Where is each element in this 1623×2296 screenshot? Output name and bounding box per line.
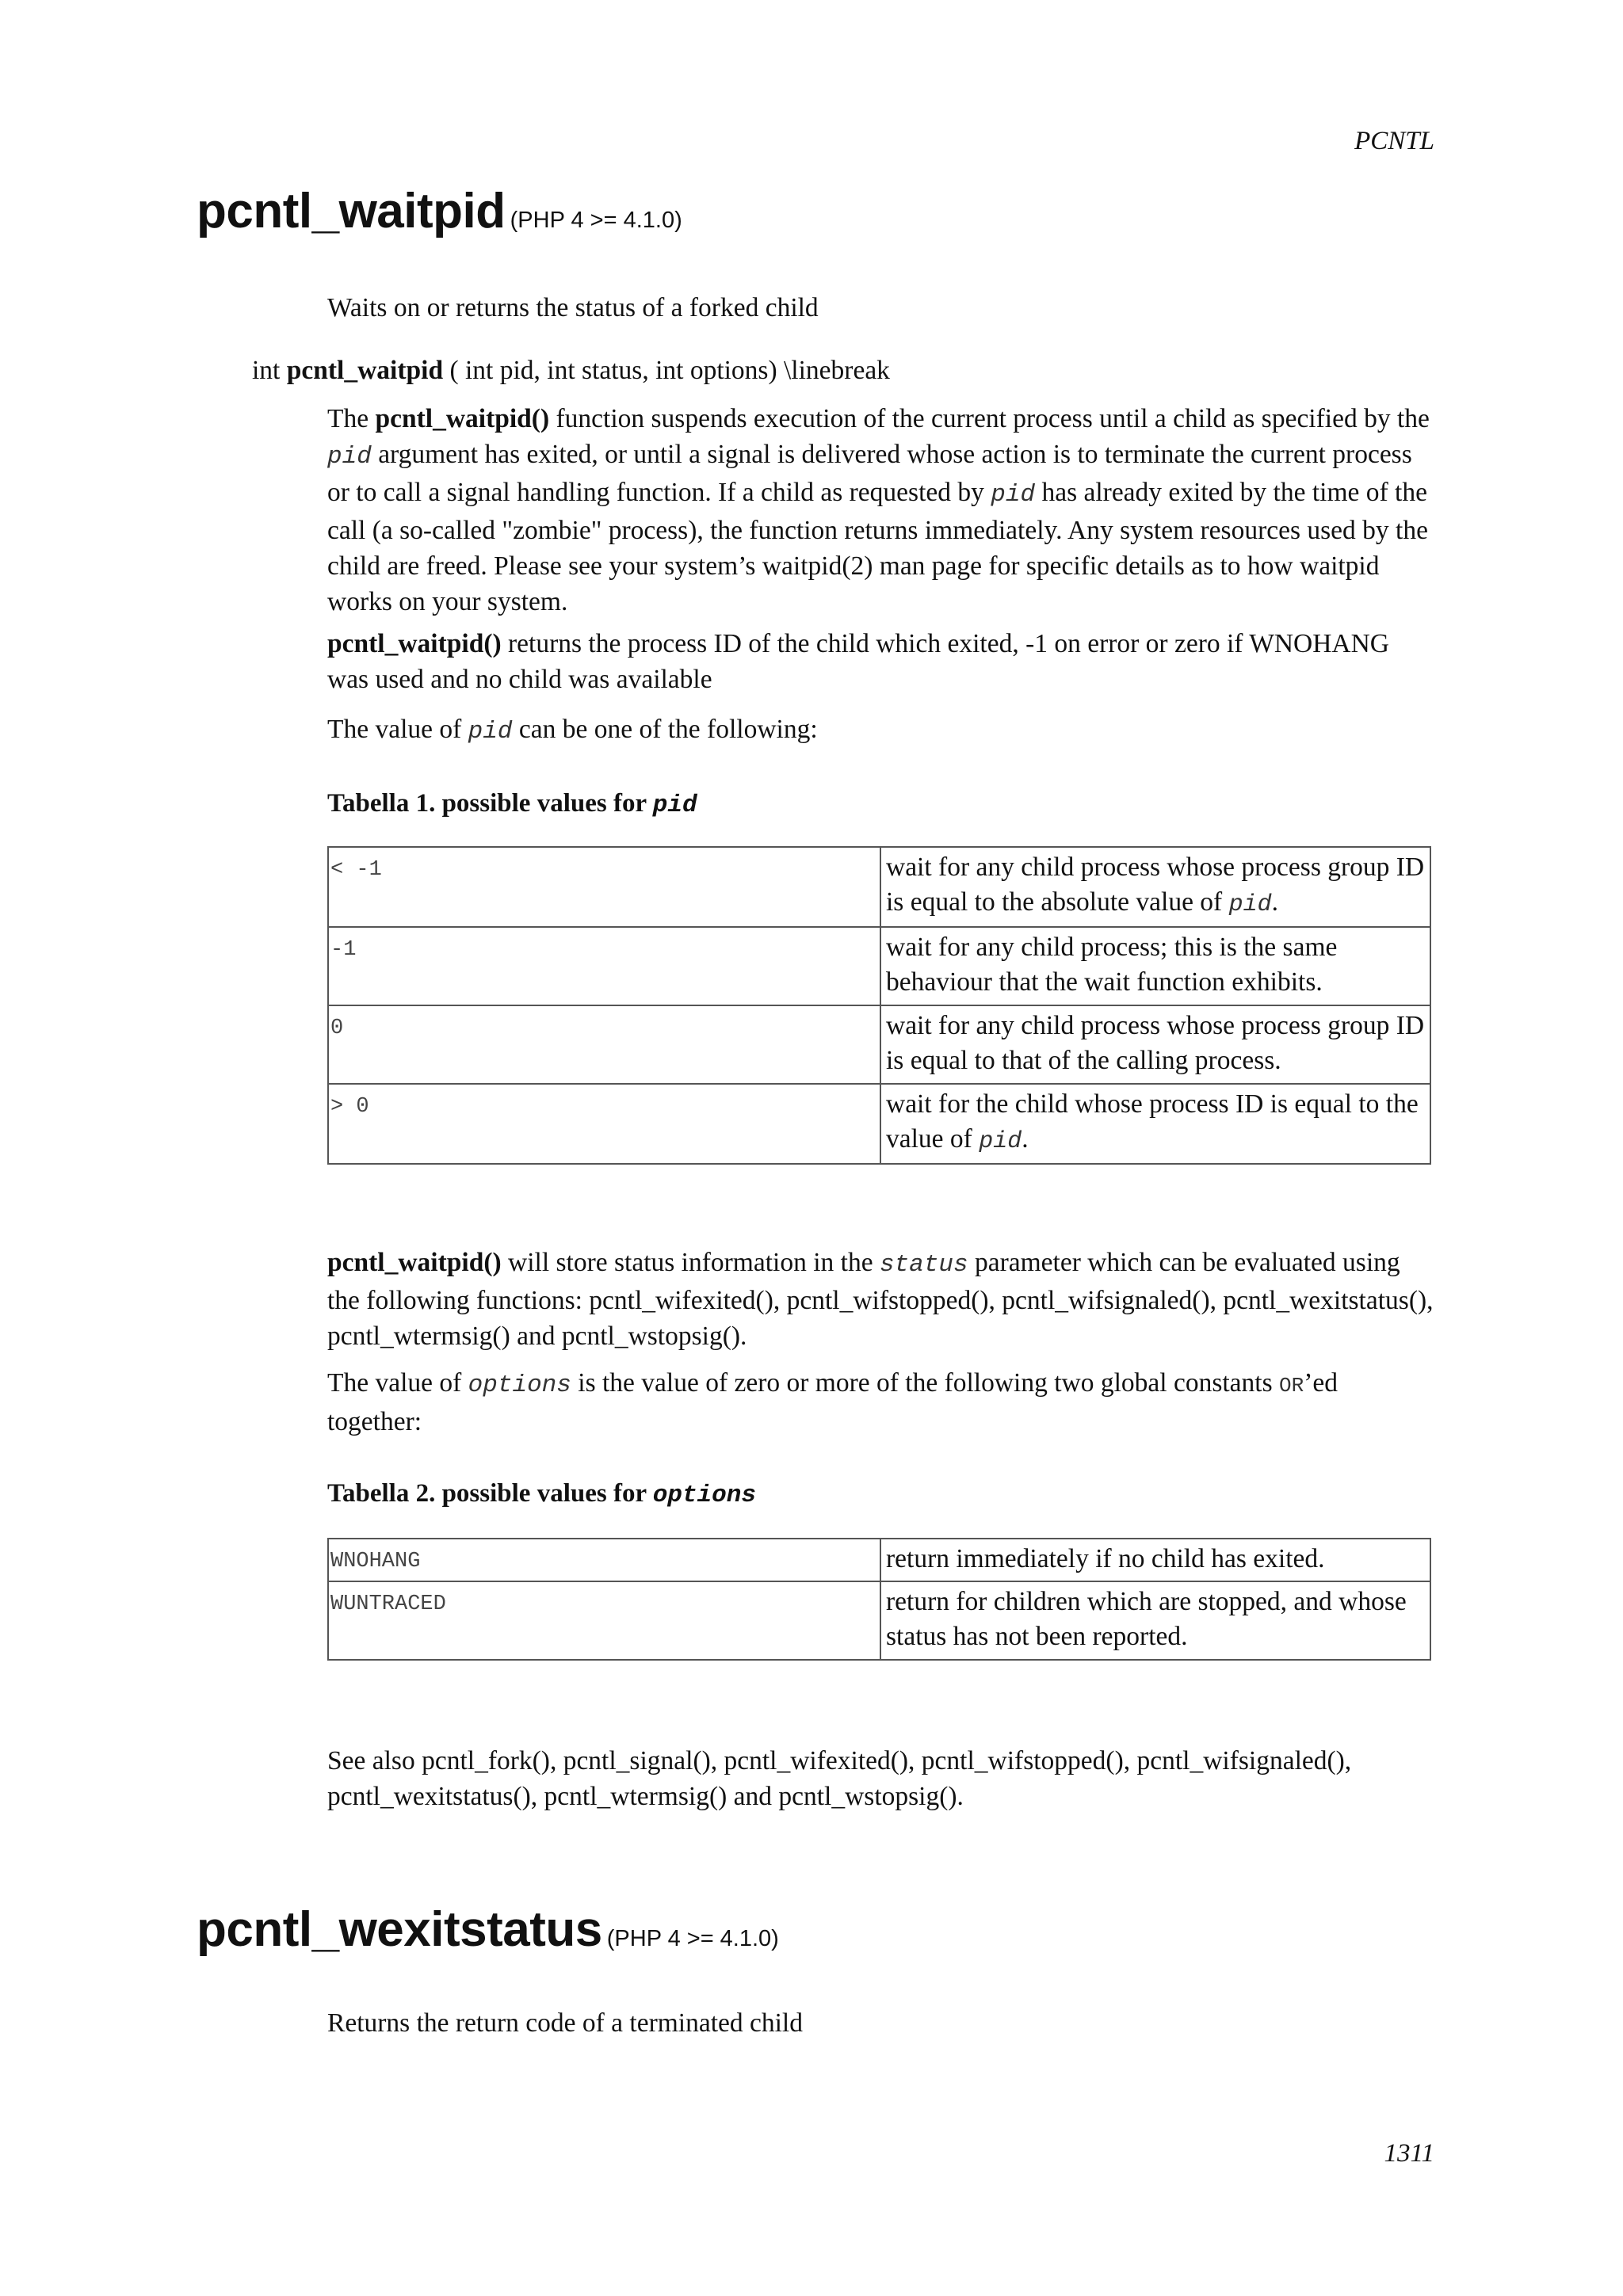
text: The value of <box>327 1368 462 1398</box>
option-description: return for children which are stopped, and whose status has not been reported. <box>880 1581 1430 1660</box>
parameter-ref: pid <box>1228 891 1272 918</box>
table-caption-pid <box>327 789 697 819</box>
parameter-ref: pid <box>991 481 1036 509</box>
status-paragraph <box>327 1245 1437 1354</box>
pid-values-table <box>327 846 1431 1165</box>
text: returns the process ID of the child which exited, -1 on error or zero if WNOHANG was used and no child was available <box>327 629 1389 694</box>
function-title-waitpid <box>197 184 682 238</box>
function-title-wexitstatus <box>197 1902 779 1957</box>
table-row <box>328 847 1430 927</box>
function-name: pcntl_wexitstatus <box>197 1902 602 1957</box>
running-header: PCNTL <box>1354 127 1434 155</box>
function-ref: pcntl_waitpid() <box>375 404 550 433</box>
constant-ref: OR <box>1279 1374 1304 1398</box>
text: has already exited by the time of the call (a so-called "zombie" process), the function returns immediately. Any system resources used by the child are freed. Please see your system’s waitpid(2) man page for specific details as to how waitpid works on your system. <box>327 478 1428 616</box>
pid-description: wait for any child process; this is the same behaviour that the wait function exhibits. <box>880 927 1430 1005</box>
pid-description <box>880 847 1430 927</box>
text: will store status information in the <box>508 1248 873 1277</box>
function-purpose: Waits on or returns the status of a forked child <box>327 293 819 322</box>
table-row <box>328 1581 1430 1660</box>
text: wait for any child process whose process group ID is equal to the absolute value of <box>886 852 1425 917</box>
pid-key: -1 <box>328 927 880 1005</box>
text: . <box>1271 887 1278 917</box>
option-description: return immediately if no child has exited. <box>880 1539 1430 1581</box>
options-paragraph <box>327 1365 1437 1440</box>
table-row <box>328 1005 1430 1084</box>
function-version: (PHP 4 >= 4.1.0) <box>510 208 682 233</box>
parameter-ref: pid <box>979 1128 1022 1155</box>
parameter-ref: options <box>468 1371 571 1399</box>
option-key: WUNTRACED <box>328 1581 880 1660</box>
synopsis-return-type: int <box>252 356 281 385</box>
function-ref: pcntl_waitpid() <box>327 1248 502 1277</box>
page-number: 1311 <box>1384 2139 1434 2168</box>
text: ’ed together: <box>327 1368 1338 1436</box>
caption-text: Tabella 2. possible values for <box>327 1479 647 1508</box>
text: wait for the child whose process ID is equal to the value of <box>886 1089 1419 1154</box>
pid-intro-paragraph <box>327 711 1437 749</box>
return-value-paragraph <box>327 626 1437 697</box>
table-caption-options <box>327 1479 756 1509</box>
function-synopsis <box>252 353 890 388</box>
text: The value of <box>327 715 462 744</box>
caption-text: Tabella 1. possible values for <box>327 789 647 818</box>
parameter-ref: status <box>879 1251 968 1279</box>
parameter-ref: pid <box>468 718 513 746</box>
function-purpose: Returns the return code of a terminated child <box>327 2008 803 2038</box>
synopsis-params: ( int pid, int status, int options) \linebreak <box>449 356 890 385</box>
text: can be one of the following: <box>518 715 818 744</box>
function-ref: pcntl_waitpid() <box>327 629 502 658</box>
synopsis-function-name: pcntl_waitpid <box>286 356 444 385</box>
pid-description <box>880 1084 1430 1164</box>
description-paragraph <box>327 401 1437 620</box>
parameter-ref: pid <box>327 443 372 471</box>
text: function suspends execution of the current process until a child as specified by the <box>556 404 1430 433</box>
pid-key: < -1 <box>328 847 880 927</box>
options-values-table <box>327 1538 1431 1661</box>
text: The <box>327 404 369 433</box>
table-row <box>328 927 1430 1005</box>
table-row <box>328 1084 1430 1164</box>
text: argument has exited, or until a signal is delivered whose action is to terminate the current process or to call a signal handling function. If a child as requested by <box>327 440 1412 507</box>
pid-description: wait for any child process whose process group ID is equal to that of the calling process. <box>880 1005 1430 1084</box>
caption-param: pid <box>652 791 697 819</box>
function-name: pcntl_waitpid <box>197 184 506 238</box>
caption-param: options <box>652 1482 756 1509</box>
text: is the value of zero or more of the following two global constants <box>578 1368 1273 1398</box>
function-version: (PHP 4 >= 4.1.0) <box>606 1926 779 1951</box>
option-key: WNOHANG <box>328 1539 880 1581</box>
see-also-paragraph: See also pcntl_fork(), pcntl_signal(), pcntl_wifexited(), pcntl_wifstopped(), pcntl_wifsignaled(), pcntl_wexitstatus(), pcntl_wtermsig() and pcntl_wstopsig(). <box>327 1746 1352 1811</box>
table-row <box>328 1539 1430 1581</box>
text: parameter which can be evaluated using the following functions: pcntl_wifexited(), pcntl_wifstopped(), pcntl_wifsignaled(), pcntl_wexitstatus(), pcntl_wtermsig() and pcntl_wstopsig(). <box>327 1248 1434 1351</box>
text: . <box>1022 1124 1029 1154</box>
pid-key: > 0 <box>328 1084 880 1164</box>
pid-key: 0 <box>328 1005 880 1084</box>
